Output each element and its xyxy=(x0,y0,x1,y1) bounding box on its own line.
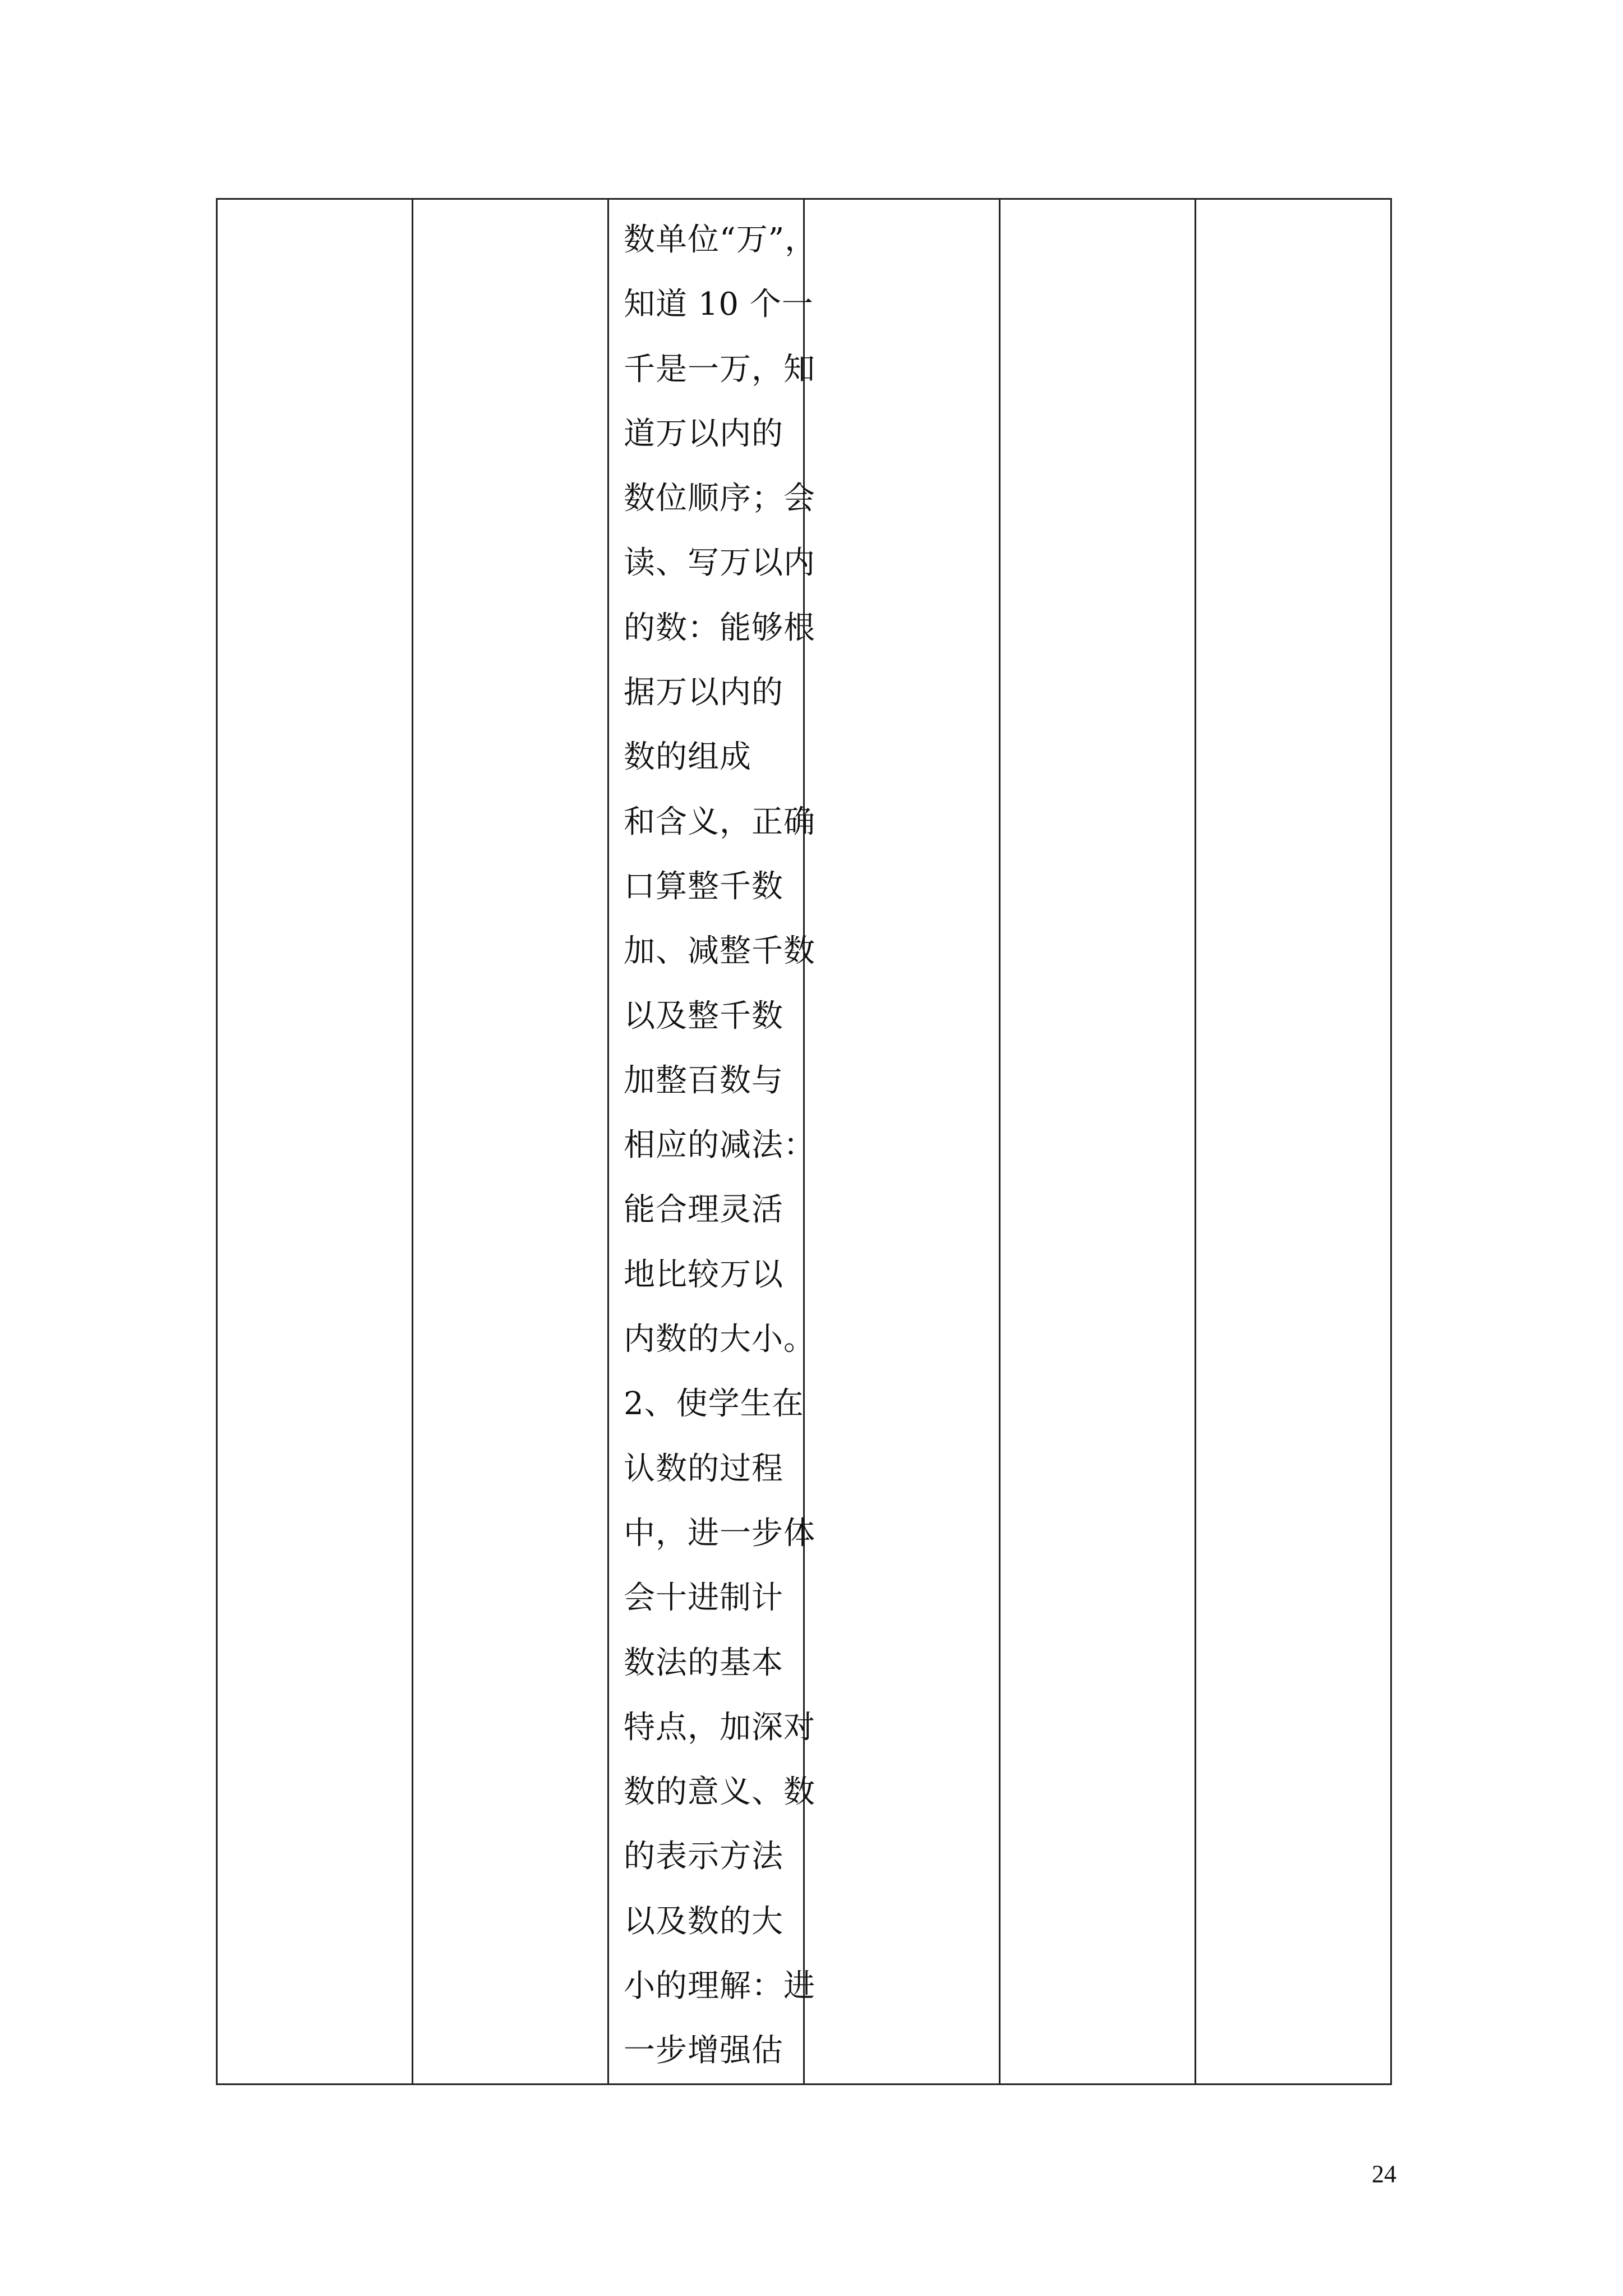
text-line: 和含义，正确 xyxy=(624,803,815,840)
table-cell-col-3 xyxy=(608,199,817,2085)
table-cell-col-4 xyxy=(804,199,1000,2085)
table-cell-col-1 xyxy=(217,199,413,2085)
text-line: 特点，加深对 xyxy=(624,1709,815,1746)
text-line: 道万以内的 xyxy=(624,415,783,452)
text-line: 数的组成 xyxy=(624,739,751,776)
text-line: 相应的减法： xyxy=(624,1127,815,1164)
text-line: 数位顺序；会 xyxy=(624,480,815,517)
text-line: 千是一万，知 xyxy=(624,351,815,388)
text-line: 地比较万以 xyxy=(624,1256,783,1293)
page-number: 24 xyxy=(1372,2160,1396,2188)
table-cell-col-2 xyxy=(413,199,608,2085)
text-line: 2、使学生在 xyxy=(624,1386,804,1423)
text-line: 能合理灵活 xyxy=(624,1191,783,1228)
table-cell-col-5 xyxy=(1000,199,1196,2085)
teaching-goal-text xyxy=(609,200,817,2083)
text-line: 数法的基本 xyxy=(624,1644,783,1681)
text-line: 的表示方法 xyxy=(624,1838,783,1875)
text-line: 会十进制计 xyxy=(624,1580,783,1617)
text-line: 认数的过程 xyxy=(624,1450,783,1487)
text-line: 读、写万以内 xyxy=(624,545,815,582)
table-cell-col-6 xyxy=(1196,199,1391,2085)
text-line: 内数的大小。 xyxy=(624,1321,815,1358)
text-line: 口算整千数 xyxy=(624,868,783,905)
text-line: 以及数的大 xyxy=(624,1903,783,1940)
text-line: 数单位“万”， xyxy=(624,222,817,258)
text-line: 的数：能够根 xyxy=(624,609,815,646)
text-line: 加、减整千数 xyxy=(624,933,815,970)
table-row xyxy=(217,199,1391,2085)
text-line: 小的理解：进 xyxy=(624,1968,815,2005)
text-line: 据万以内的 xyxy=(624,674,783,711)
text-line: 数的意义、数 xyxy=(624,1774,815,1811)
text-line: 知道 10 个一 xyxy=(624,286,814,323)
text-line: 一步增强估 xyxy=(624,2032,783,2069)
text-line: 以及整千数 xyxy=(624,997,783,1034)
text-line: 中，进一步体 xyxy=(624,1515,815,1552)
text-line: 加整百数与 xyxy=(624,1062,783,1099)
content-table xyxy=(216,198,1392,2085)
